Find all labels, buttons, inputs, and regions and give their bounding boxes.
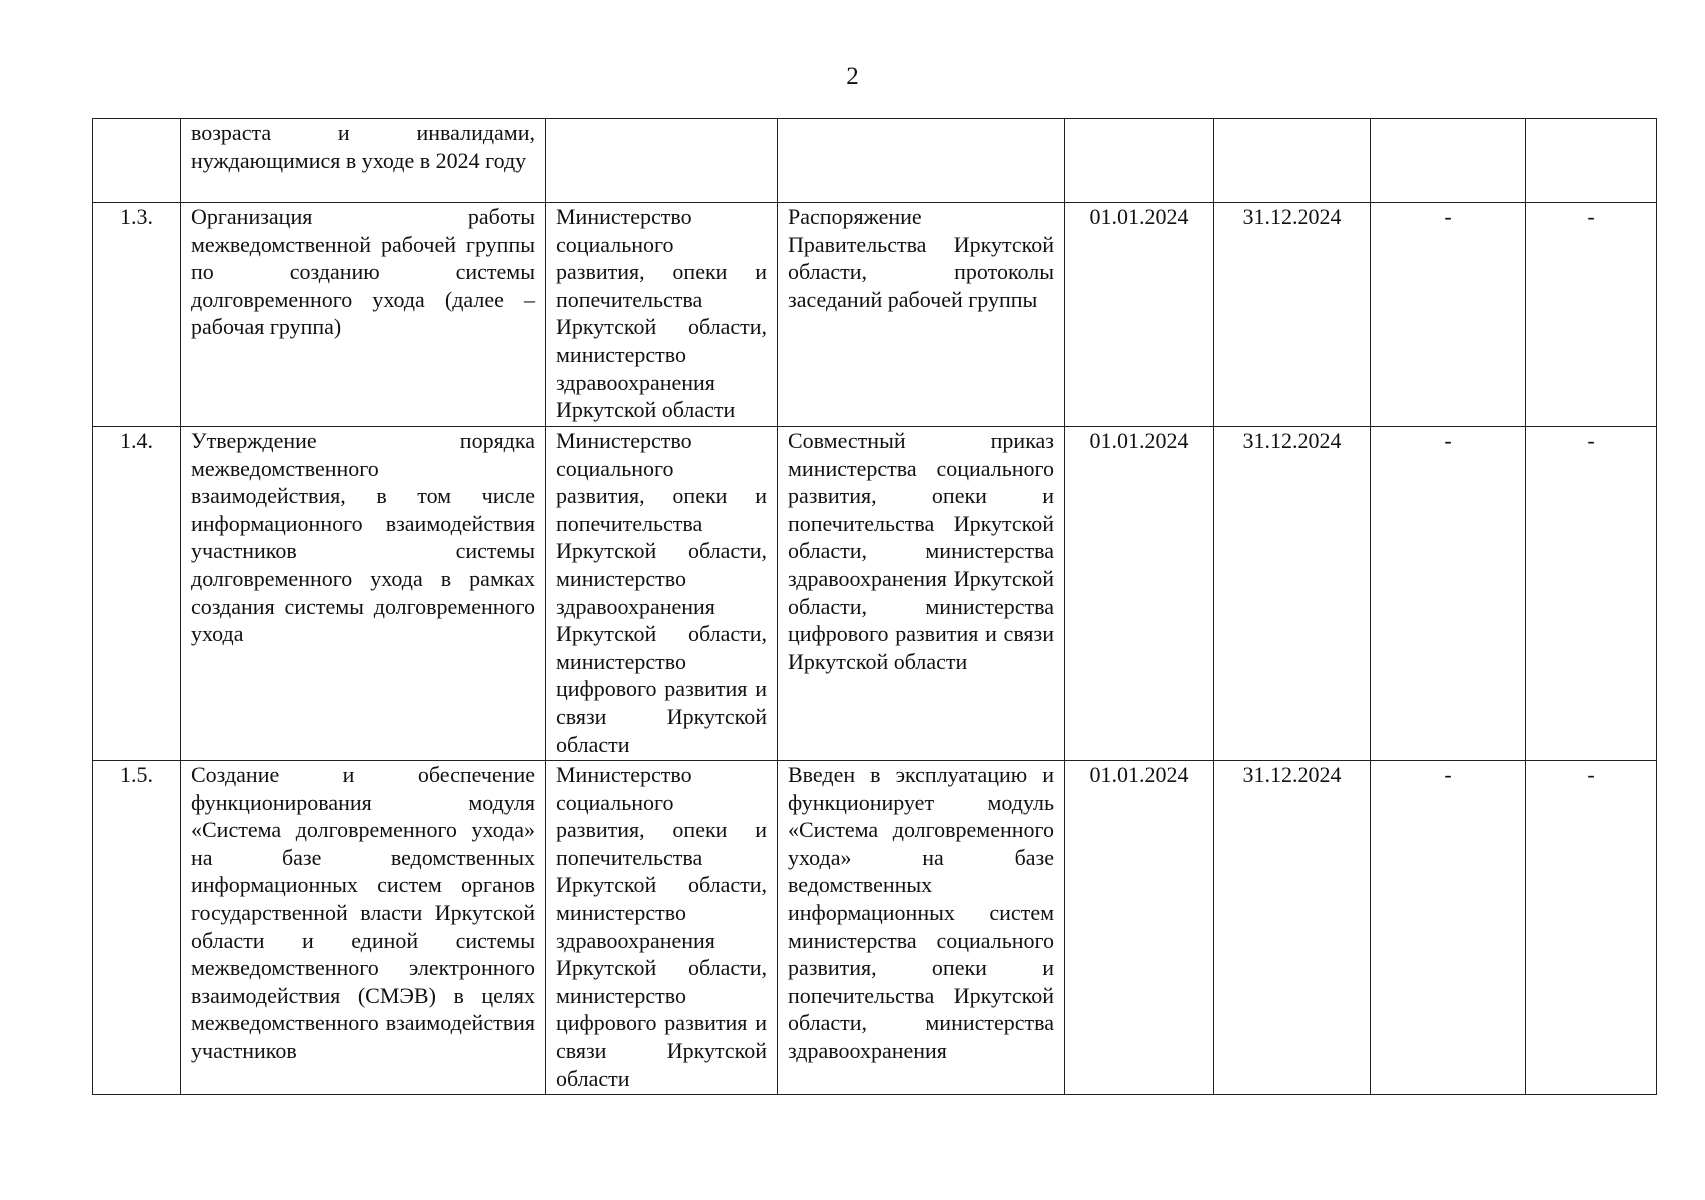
result-cell bbox=[778, 119, 1065, 203]
table-row bbox=[93, 761, 1657, 1095]
table-row bbox=[93, 203, 1657, 427]
start-date-cell bbox=[1065, 119, 1214, 203]
col7-cell: - bbox=[1371, 761, 1526, 1095]
start-date-cell: 01.01.2024 bbox=[1065, 427, 1214, 761]
row-number: 1.4. bbox=[93, 427, 181, 761]
result-cell: Распоряжение Правительства Иркутской области, протоколы заседаний рабочей группы bbox=[778, 203, 1065, 427]
page-number: 2 bbox=[846, 63, 859, 90]
row-number: 1.5. bbox=[93, 761, 181, 1095]
row-number: 1.3. bbox=[93, 203, 181, 427]
col7-cell: - bbox=[1371, 203, 1526, 427]
col8-cell: - bbox=[1526, 203, 1657, 427]
event-cell: Утверждение порядка межведомственного взаимодействия, в том числе информационного взаимодействия участников системы долговременного ухода в рамках создания системы долговременного ухода bbox=[181, 427, 546, 761]
end-date-cell: 31.12.2024 bbox=[1214, 761, 1371, 1095]
end-date-cell: 31.12.2024 bbox=[1214, 203, 1371, 427]
row-number bbox=[93, 119, 181, 203]
table-row bbox=[93, 427, 1657, 761]
responsible-cell: Министерство социального развития, опеки и попечительства Иркутской области, министерство здравоохранения Иркутской области, министерство цифрового развития и связи Иркутской области bbox=[546, 427, 778, 761]
event-cell: Организация работы межведомственной рабочей группы по созданию системы долговременного ухода (далее – рабочая группа) bbox=[181, 203, 546, 427]
start-date-cell: 01.01.2024 bbox=[1065, 203, 1214, 427]
result-cell: Введен в эксплуатацию и функционирует модуль «Система долговременного ухода» на базе ведомственных информационных систем министерства социального развития, опеки и попечительства Иркутской области, министерства здравоохранения bbox=[778, 761, 1065, 1095]
col7-cell bbox=[1371, 119, 1526, 203]
col8-cell: - bbox=[1526, 427, 1657, 761]
end-date-cell: 31.12.2024 bbox=[1214, 427, 1371, 761]
table-row bbox=[93, 119, 1657, 203]
col8-cell bbox=[1526, 119, 1657, 203]
responsible-cell bbox=[546, 119, 778, 203]
plan-table bbox=[92, 118, 1657, 1095]
col7-cell: - bbox=[1371, 427, 1526, 761]
responsible-cell: Министерство социального развития, опеки и попечительства Иркутской области, министерство здравоохранения Иркутской области bbox=[546, 203, 778, 427]
responsible-cell: Министерство социального развития, опеки и попечительства Иркутской области, министерство здравоохранения Иркутской области, министерство цифрового развития и связи Иркутской области bbox=[546, 761, 778, 1095]
end-date-cell bbox=[1214, 119, 1371, 203]
event-cell: Создание и обеспечение функционирования модуля «Система долговременного ухода» на базе ведомственных информационных систем органов государственной власти Иркутской области и единой системы межведомственного электронного взаимодействия (СМЭВ) в целях межведомственного взаимодействия участников bbox=[181, 761, 546, 1095]
col8-cell: - bbox=[1526, 761, 1657, 1095]
result-cell: Совместный приказ министерства социального развития, опеки и попечительства Иркутской области, министерства здравоохранения Иркутской области, министерства цифрового развития и связи Иркутской области bbox=[778, 427, 1065, 761]
event-cell: возраста и инвалидами, нуждающимися в уходе в 2024 году bbox=[181, 119, 546, 203]
start-date-cell: 01.01.2024 bbox=[1065, 761, 1214, 1095]
